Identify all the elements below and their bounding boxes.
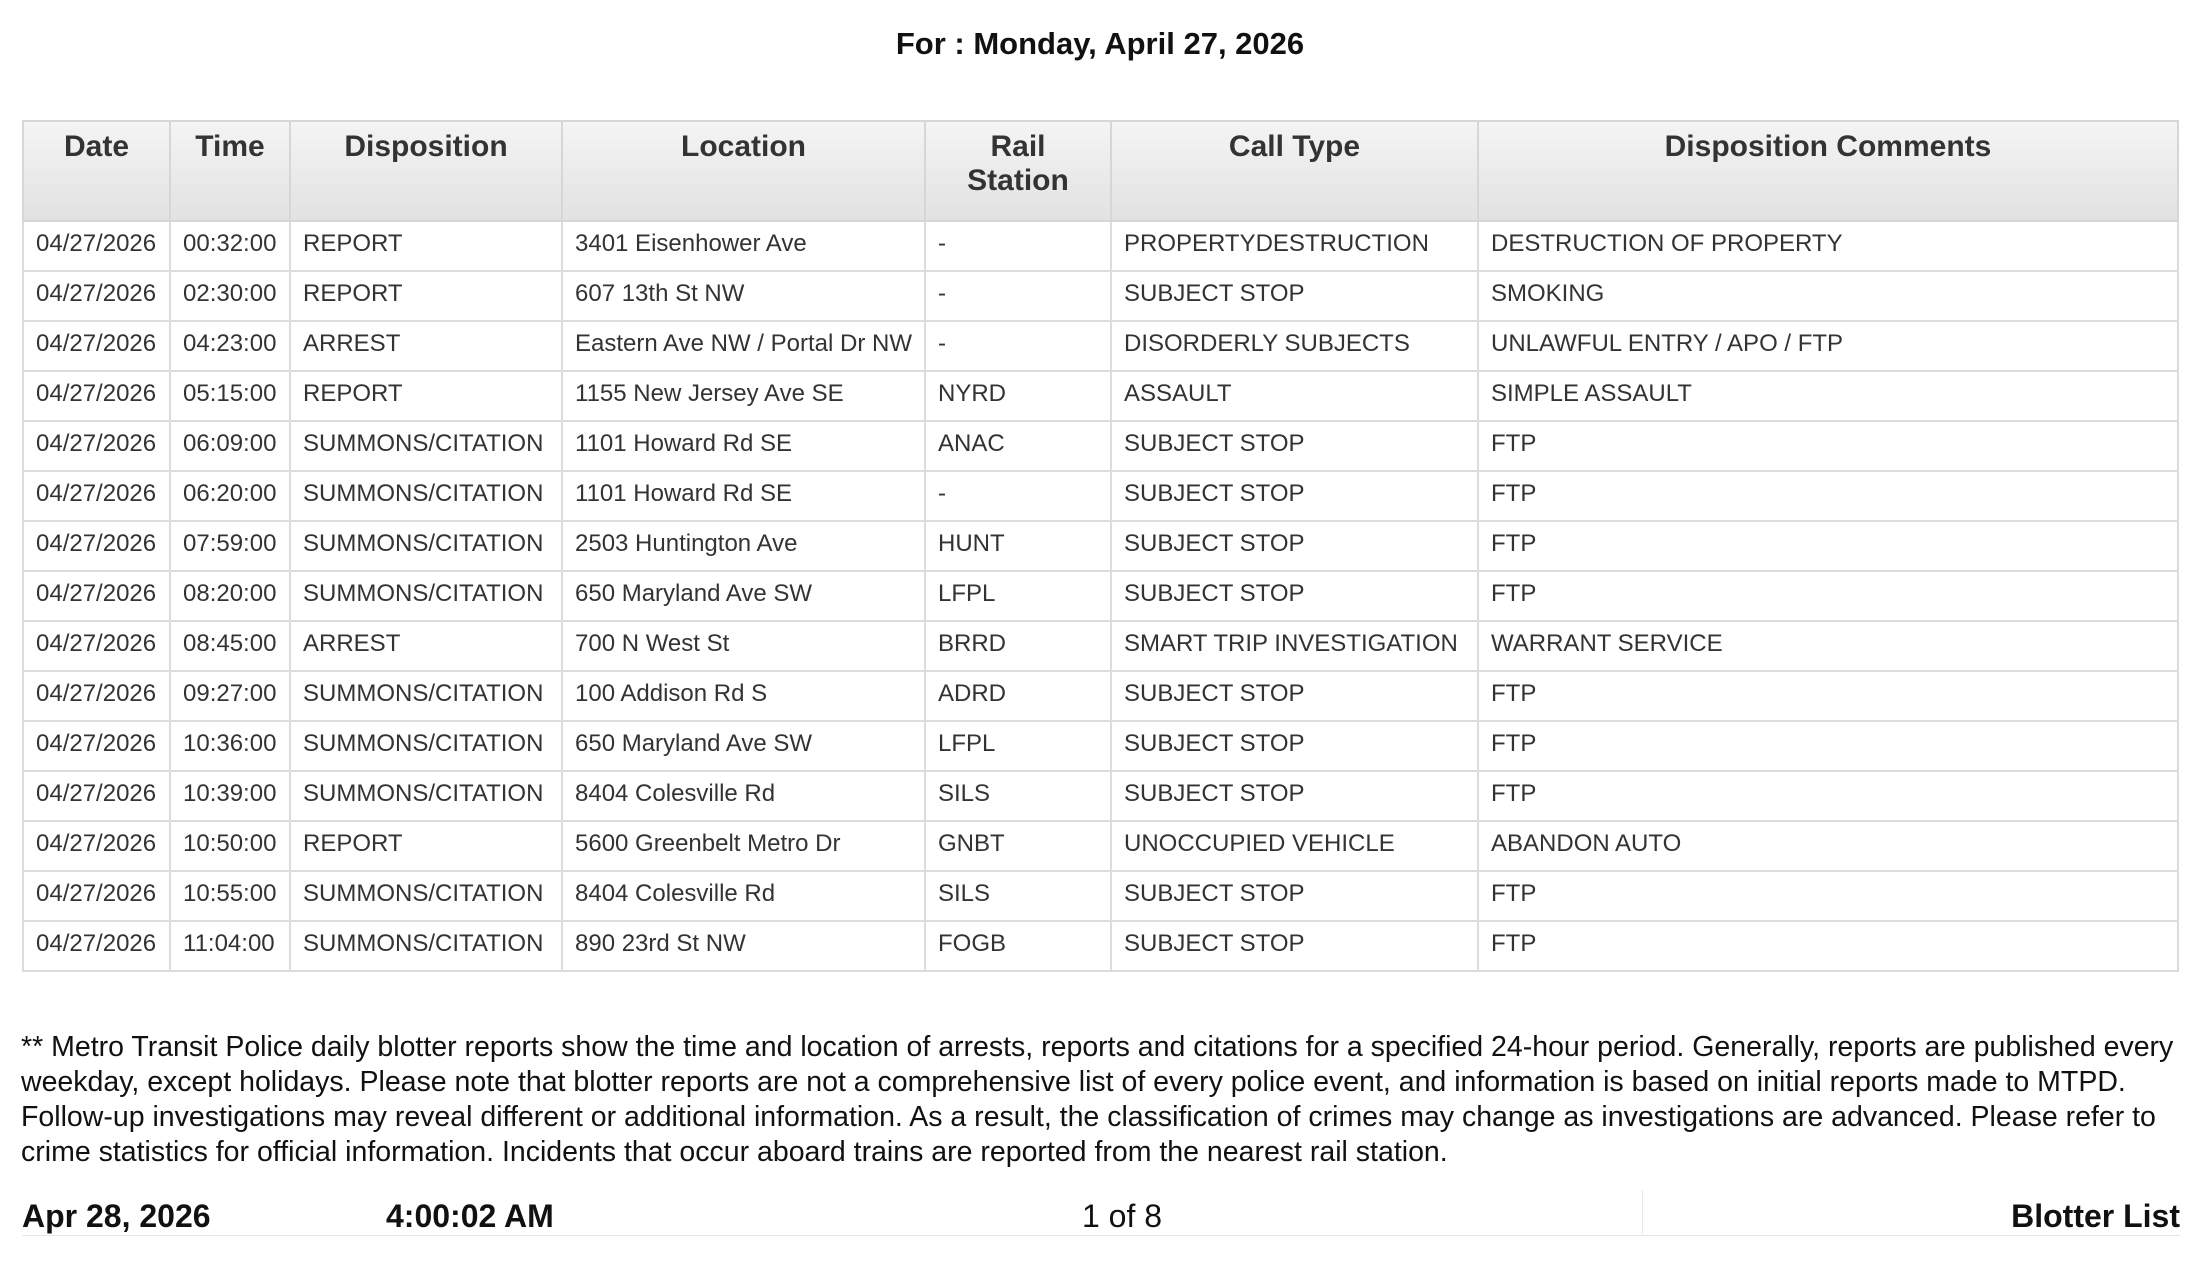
cell-disposition: SUMMONS/CITATION: [290, 771, 562, 821]
cell-time: 08:45:00: [170, 621, 290, 671]
cell-date: 04/27/2026: [23, 521, 170, 571]
cell-rail-station: -: [925, 471, 1111, 521]
cell-time: 10:39:00: [170, 771, 290, 821]
table-row: [23, 271, 2178, 321]
cell-disposition: REPORT: [290, 221, 562, 271]
cell-date: 04/27/2026: [23, 921, 170, 971]
cell-rail-station: LFPL: [925, 721, 1111, 771]
cell-date: 04/27/2026: [23, 421, 170, 471]
column-header-rail-station: [925, 121, 1111, 221]
cell-location: 8404 Colesville Rd: [562, 771, 925, 821]
table-row: [23, 471, 2178, 521]
cell-time: 00:32:00: [170, 221, 290, 271]
cell-date: 04/27/2026: [23, 871, 170, 921]
footer-print-time: 4:00:02 AM: [386, 1198, 554, 1234]
cell-disposition-comments: FTP: [1478, 771, 2178, 821]
footer-divider: [1642, 1190, 1643, 1234]
cell-disposition-comments: FTP: [1478, 421, 2178, 471]
cell-time: 08:20:00: [170, 571, 290, 621]
cell-disposition-comments: FTP: [1478, 921, 2178, 971]
table-row: [23, 371, 2178, 421]
cell-time: 05:15:00: [170, 371, 290, 421]
cell-time: 04:23:00: [170, 321, 290, 371]
table-row: [23, 771, 2178, 821]
cell-disposition: SUMMONS/CITATION: [290, 521, 562, 571]
table-row: [23, 621, 2178, 671]
cell-time: 06:20:00: [170, 471, 290, 521]
column-header-disposition-comments: Disposition Comments: [1478, 121, 2178, 221]
cell-date: 04/27/2026: [23, 671, 170, 721]
cell-rail-station: ADRD: [925, 671, 1111, 721]
cell-disposition: SUMMONS/CITATION: [290, 721, 562, 771]
cell-disposition: SUMMONS/CITATION: [290, 871, 562, 921]
table-row: [23, 421, 2178, 471]
column-header-call-type: Call Type: [1111, 121, 1478, 221]
cell-time: 02:30:00: [170, 271, 290, 321]
cell-disposition: REPORT: [290, 371, 562, 421]
blotter-table: [22, 120, 2179, 972]
cell-location: 890 23rd St NW: [562, 921, 925, 971]
cell-location: 2503 Huntington Ave: [562, 521, 925, 571]
cell-call-type: SUBJECT STOP: [1111, 921, 1478, 971]
cell-rail-station: BRRD: [925, 621, 1111, 671]
blotter-disclaimer: ** Metro Transit Police daily blotter reports show the time and location of arrests, reports and citations for a specified 24-hour period. Generally, reports are published every weekday, except holidays. Please note that blotter reports are not a comprehensive list of every police event, and information is based on initial reports made to MTPD. Follow-up investigations may reveal different or additional information. As a result, the classification of crimes may change as investigations are advanced. Please refer to crime statistics for official information. Incidents that occur aboard trains are reported from the nearest rail station.: [21, 1031, 2174, 1168]
cell-call-type: PROPERTYDESTRUCTION: [1111, 221, 1478, 271]
cell-call-type: SUBJECT STOP: [1111, 521, 1478, 571]
cell-date: 04/27/2026: [23, 771, 170, 821]
cell-disposition-comments: FTP: [1478, 521, 2178, 571]
cell-rail-station: LFPL: [925, 571, 1111, 621]
cell-location: 3401 Eisenhower Ave: [562, 221, 925, 271]
cell-rail-station: -: [925, 271, 1111, 321]
footer-report-name: Blotter List: [2011, 1198, 2180, 1234]
cell-call-type: SUBJECT STOP: [1111, 471, 1478, 521]
cell-location: 1101 Howard Rd SE: [562, 421, 925, 471]
cell-disposition-comments: FTP: [1478, 571, 2178, 621]
cell-location: 650 Maryland Ave SW: [562, 721, 925, 771]
cell-date: 04/27/2026: [23, 571, 170, 621]
page-footer: [22, 1190, 2180, 1234]
table-row: [23, 221, 2178, 271]
cell-location: Eastern Ave NW / Portal Dr NW: [562, 321, 925, 371]
report-title: For : Monday, April 27, 2026: [895, 26, 1305, 61]
cell-time: 07:59:00: [170, 521, 290, 571]
table-row: [23, 721, 2178, 771]
cell-location: 100 Addison Rd S: [562, 671, 925, 721]
cell-location: 650 Maryland Ave SW: [562, 571, 925, 621]
table-row: [23, 921, 2178, 971]
column-header-time: Time: [170, 121, 290, 221]
table-row: [23, 571, 2178, 621]
cell-disposition-comments: FTP: [1478, 671, 2178, 721]
rail-station-header-line2: Station: [967, 164, 1069, 197]
cell-disposition-comments: WARRANT SERVICE: [1478, 621, 2178, 671]
table-row: [23, 871, 2178, 921]
blotter-table-container: [22, 120, 2177, 972]
table-row: [23, 321, 2178, 371]
cell-call-type: SUBJECT STOP: [1111, 571, 1478, 621]
cell-date: 04/27/2026: [23, 471, 170, 521]
cell-call-type: SUBJECT STOP: [1111, 721, 1478, 771]
cell-time: 10:55:00: [170, 871, 290, 921]
cell-rail-station: FOGB: [925, 921, 1111, 971]
cell-rail-station: NYRD: [925, 371, 1111, 421]
cell-location: 607 13th St NW: [562, 271, 925, 321]
cell-disposition-comments: SIMPLE ASSAULT: [1478, 371, 2178, 421]
cell-disposition-comments: FTP: [1478, 721, 2178, 771]
cell-disposition: SUMMONS/CITATION: [290, 571, 562, 621]
table-row: [23, 521, 2178, 571]
table-header-row: [23, 121, 2178, 221]
cell-disposition: ARREST: [290, 321, 562, 371]
footer-page-number: 1 of 8: [1081, 1198, 1163, 1234]
cell-date: 04/27/2026: [23, 621, 170, 671]
cell-call-type: SUBJECT STOP: [1111, 271, 1478, 321]
cell-disposition: ARREST: [290, 621, 562, 671]
cell-time: 11:04:00: [170, 921, 290, 971]
footer-print-date: Apr 28, 2026: [22, 1198, 211, 1234]
cell-disposition-comments: SMOKING: [1478, 271, 2178, 321]
cell-rail-station: -: [925, 321, 1111, 371]
column-header-date: Date: [23, 121, 170, 221]
cell-time: 10:50:00: [170, 821, 290, 871]
cell-time: 06:09:00: [170, 421, 290, 471]
cell-call-type: SUBJECT STOP: [1111, 671, 1478, 721]
cell-rail-station: SILS: [925, 771, 1111, 821]
cell-call-type: SUBJECT STOP: [1111, 771, 1478, 821]
cell-disposition-comments: FTP: [1478, 471, 2178, 521]
cell-rail-station: GNBT: [925, 821, 1111, 871]
cell-disposition: REPORT: [290, 271, 562, 321]
table-row: [23, 821, 2178, 871]
cell-date: 04/27/2026: [23, 721, 170, 771]
cell-location: 5600 Greenbelt Metro Dr: [562, 821, 925, 871]
cell-rail-station: -: [925, 221, 1111, 271]
cell-location: 1155 New Jersey Ave SE: [562, 371, 925, 421]
cell-time: 10:36:00: [170, 721, 290, 771]
cell-disposition: SUMMONS/CITATION: [290, 921, 562, 971]
cell-call-type: SUBJECT STOP: [1111, 421, 1478, 471]
cell-date: 04/27/2026: [23, 221, 170, 271]
cell-date: 04/27/2026: [23, 271, 170, 321]
cell-disposition: SUMMONS/CITATION: [290, 421, 562, 471]
cell-call-type: DISORDERLY SUBJECTS: [1111, 321, 1478, 371]
cell-call-type: SUBJECT STOP: [1111, 871, 1478, 921]
cell-location: 8404 Colesville Rd: [562, 871, 925, 921]
cell-date: 04/27/2026: [23, 821, 170, 871]
rail-station-header-line1: Rail: [990, 130, 1046, 163]
cell-disposition-comments: DESTRUCTION OF PROPERTY: [1478, 221, 2178, 271]
column-header-location: Location: [562, 121, 925, 221]
cell-disposition-comments: ABANDON AUTO: [1478, 821, 2178, 871]
column-header-disposition: Disposition: [290, 121, 562, 221]
cell-rail-station: SILS: [925, 871, 1111, 921]
cell-rail-station: HUNT: [925, 521, 1111, 571]
cell-date: 04/27/2026: [23, 371, 170, 421]
cell-call-type: SMART TRIP INVESTIGATION: [1111, 621, 1478, 671]
cell-location: 700 N West St: [562, 621, 925, 671]
cell-call-type: UNOCCUPIED VEHICLE: [1111, 821, 1478, 871]
cell-disposition-comments: UNLAWFUL ENTRY / APO / FTP: [1478, 321, 2178, 371]
cell-disposition: SUMMONS/CITATION: [290, 471, 562, 521]
footer-rule: [22, 1235, 2180, 1236]
cell-disposition-comments: FTP: [1478, 871, 2178, 921]
table-row: [23, 671, 2178, 721]
cell-rail-station: ANAC: [925, 421, 1111, 471]
cell-date: 04/27/2026: [23, 321, 170, 371]
cell-disposition: SUMMONS/CITATION: [290, 671, 562, 721]
blotter-table-body: [23, 221, 2178, 971]
cell-disposition: REPORT: [290, 821, 562, 871]
cell-call-type: ASSAULT: [1111, 371, 1478, 421]
cell-location: 1101 Howard Rd SE: [562, 471, 925, 521]
cell-time: 09:27:00: [170, 671, 290, 721]
